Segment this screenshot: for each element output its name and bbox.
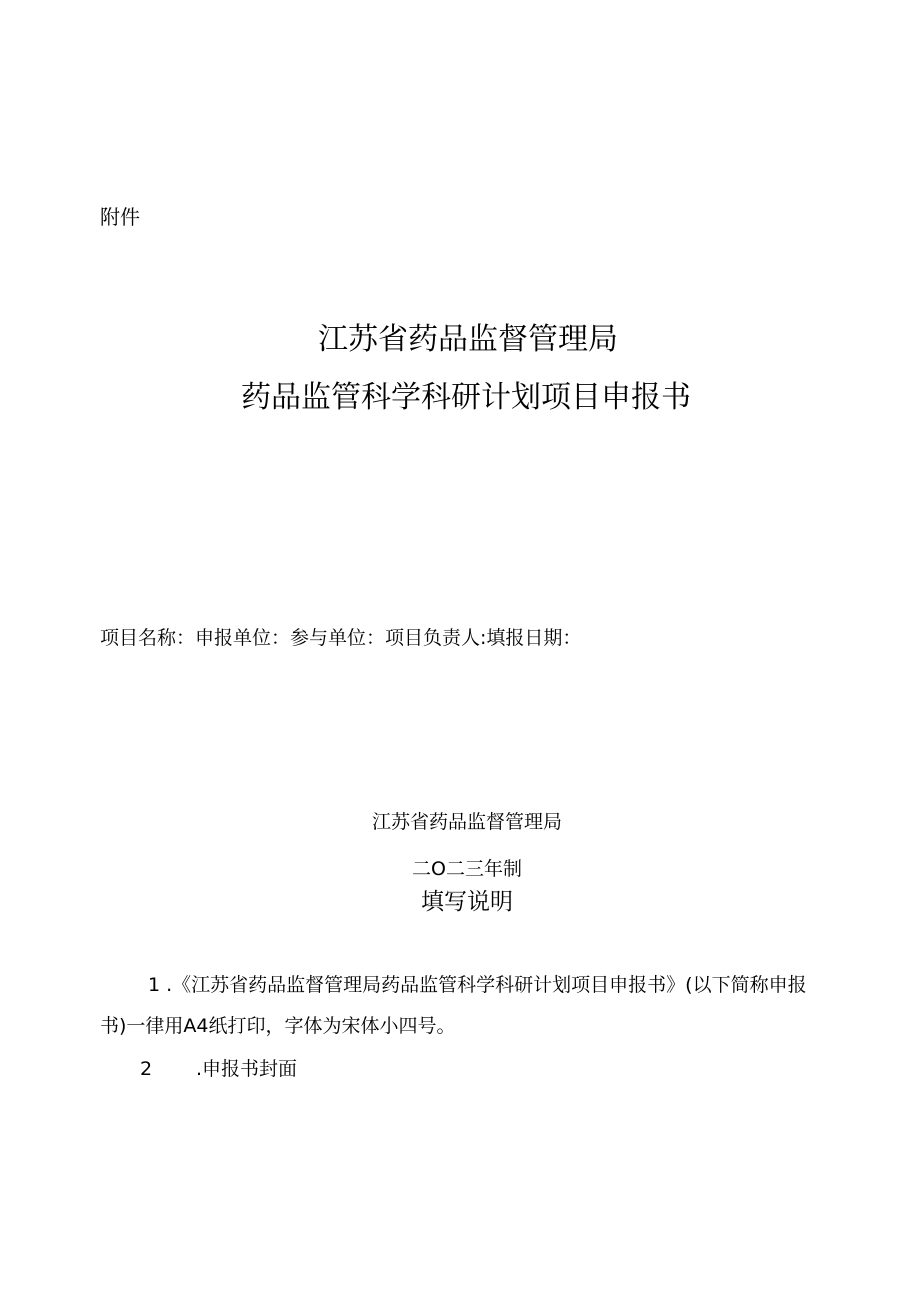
issuing-organization: 江苏省药品监督管理局	[371, 811, 562, 833]
cover-fields-line: 项目名称：申报单位：参与单位：项目负责人:填报日期：	[100, 627, 582, 649]
instruction-item-2-text: .申报书封面	[196, 1058, 298, 1080]
instruction-item-2-number: 2	[140, 1058, 153, 1080]
instruction-item-1-line-1: 1 .《江苏省药品监督管理局药品监管科学科研计划项目申报书》(以下简称申报	[148, 974, 807, 996]
document-title-line-1: 江苏省药品监督管理局	[318, 322, 618, 357]
instructions-heading: 填写说明	[421, 889, 513, 915]
year-made-line: 二O二三年制	[412, 858, 522, 880]
document-title-line-2: 药品监管科学科研计划项目申报书	[241, 380, 691, 415]
instruction-item-1-line-2: 书)一律用A4纸打印，字体为宋体小四号。	[100, 1015, 456, 1037]
attachment-label: 附件	[100, 205, 140, 229]
